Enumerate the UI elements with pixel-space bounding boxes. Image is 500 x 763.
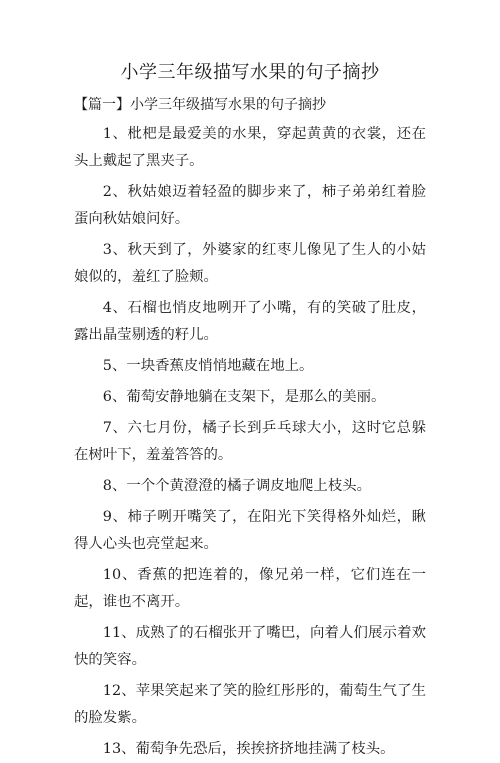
list-item: 7、六七月份，橘子长到乒乓球大小，这时它总躲在树叶下，羞羞答答的。	[74, 420, 426, 463]
list-item: 12、苹果笑起来了笑的脸红彤彤的，葡萄生气了生的脸发紫。	[74, 683, 426, 726]
list-item: 3、秋天到了，外婆家的红枣儿像见了生人的小姑娘似的，羞红了脸颊。	[74, 242, 426, 285]
list-item: 4、石榴也悄皮地咧开了小嘴，有的笑破了肚皮，露出晶莹剔透的籽儿。	[74, 300, 426, 343]
list-item: 9、柿子咧开嘴笑了，在阳光下笑得格外灿烂，瞅得人心头也亮堂起来。	[74, 509, 426, 552]
sentence-list	[74, 121, 426, 763]
list-item: 8、一个个黄澄澄的橘子调皮地爬上枝头。	[102, 478, 371, 494]
list-item: 11、成熟了的石榴张开了嘴巴，向着人们展示着欢快的笑容。	[74, 625, 426, 668]
list-item: 6、葡萄安静地躺在支架下，是那么的美丽。	[102, 389, 386, 405]
list-item: 10、香蕉的把连着的，像兄弟一样，它们连在一起，谁也不离开。	[74, 567, 426, 610]
list-item: 1、枇杷是最爱美的水果，穿起黄黄的衣裳，还在头上戴起了黑夹子。	[74, 126, 426, 169]
section-header: 【篇一】小学三年级描写水果的句子摘抄	[74, 97, 326, 113]
document-title: 小学三年级描写水果的句子摘抄	[120, 62, 380, 83]
list-item: 2、秋姑娘迈着轻盈的脚步来了，柿子弟弟红着脸蛋向秋姑娘问好。	[74, 184, 426, 227]
list-item: 5、一块香蕉皮悄悄地藏在地上。	[102, 358, 314, 374]
list-item: 13、葡萄争先恐后，挨挨挤挤地挂满了枝头。	[102, 741, 395, 757]
